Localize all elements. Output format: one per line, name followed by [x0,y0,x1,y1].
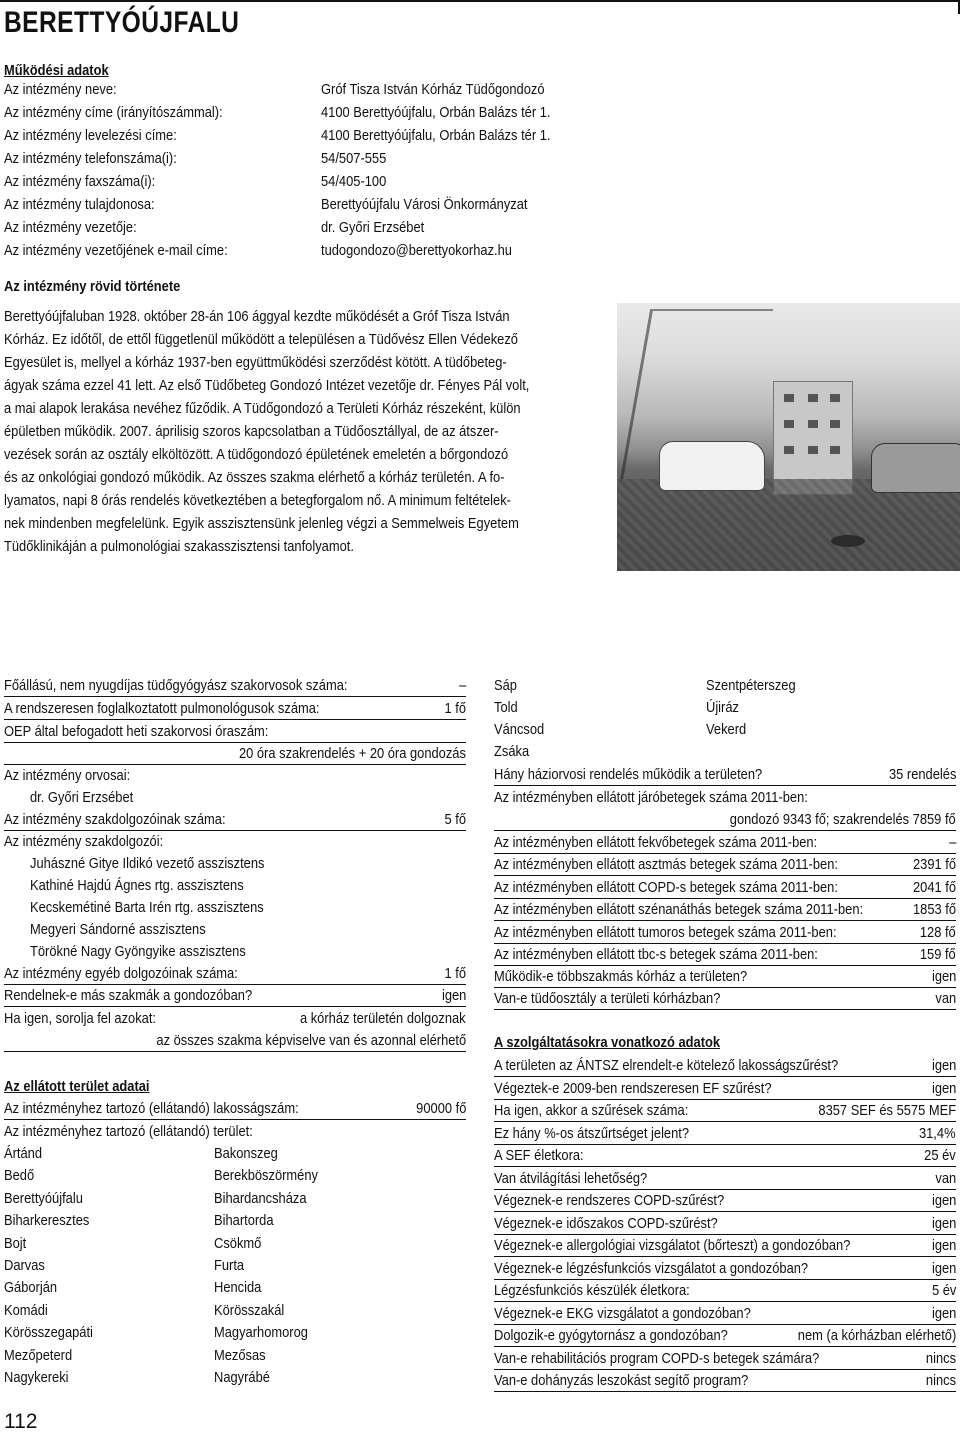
info-value: 4100 Berettyóújfalu, Orbán Balázs tér 1. [321,104,551,121]
stat-value: 1853 fő [912,901,956,918]
town-name: Vekerd [706,721,747,738]
town-name: Berekböszörmény [214,1167,318,1185]
history-line: és az onkológiai gondozó működik. Az összes szakma elérhető a kórház területén. A fo- [4,469,505,486]
town-name: Berettyóújfalu [4,1189,83,1207]
staff-label: Rendelnek-e más szakmák a gondozóban? [4,987,253,1004]
row-underline [494,1099,956,1100]
stat-value: 35 rendelés [888,766,956,783]
stat-label: Az intézményben ellátott fekvőbetegek száma 2011-ben: [494,834,818,851]
info-label: Az intézmény levelezési címe: [4,127,177,144]
row-underline [4,742,466,743]
row-underline [494,1189,956,1190]
row-underline [494,875,956,876]
town-name: Nagyrábé [214,1369,270,1386]
info-label: Az intézmény telefonszáma(i): [4,150,177,167]
row-underline [494,898,956,899]
stat-label: Az intézményben ellátott asztmás betegek száma 2011-ben: [494,856,838,873]
town-name: Furta [214,1257,245,1274]
row-underline [494,1234,956,1235]
stat-label: Az intézményben ellátott tbc-s betegek száma 2011-ben: [494,946,818,963]
staff-label: Ha igen, sorolja fel azokat: [4,1010,157,1027]
staff-label: Törökné Nagy Gyöngyike asszisztens [30,943,246,960]
stat-label: Van-e tüdőosztály a területi kórházban? [494,990,721,1007]
stat-value: – [948,834,956,851]
history-text [4,305,530,558]
service-value: igen [931,1192,956,1209]
row-underline [4,764,466,765]
page-title: BERETTYÓÚJFALU [4,6,240,39]
staff-value: 20 óra szakrendelés + 20 óra gondozás [239,745,466,762]
info-label: Az intézmény tulajdonosa: [4,196,155,213]
stat-label: Az intézményben ellátott COPD-s betegek száma 2011-ben: [494,879,838,896]
town-name: Biharkeresztes [4,1212,90,1230]
staff-label: OEP által befogadott heti szakorvosi óraszám: [4,723,269,740]
town-name: Told [494,699,518,716]
service-label: A SEF életkora: [494,1147,584,1164]
stat-value: gondozó 9343 fő; szakrendelés 7859 fő [730,811,956,828]
row-underline [494,785,956,786]
town-name: Körösszakál [214,1301,285,1319]
row-underline [494,1166,956,1167]
row-underline [494,1009,956,1010]
service-value: igen [931,1057,956,1074]
row-underline [494,853,956,854]
staff-label: Az intézmény egyéb dolgozóinak száma: [4,965,238,982]
stat-value: igen [931,968,956,985]
row-underline [494,1369,956,1370]
area-label: Az intézményhez tartozó (ellátandó) terület: [4,1123,253,1140]
info-value: tudogondozo@berettyokorhaz.hu [321,242,512,259]
town-name: Újiráz [706,699,739,716]
town-name: Körösszegapáti [4,1324,93,1342]
staff-value: 1 fő [444,965,466,982]
info-value: dr. Győri Erzsébet [321,219,425,236]
row-underline [494,1076,956,1077]
row-underline [4,696,466,697]
service-value: 25 év [924,1147,956,1164]
town-name: Csökmő [214,1234,262,1252]
staff-value: igen [441,987,466,1004]
staff-label: Az intézmény orvosai: [4,767,131,784]
service-value: 31,4% [919,1124,956,1142]
stat-value: 2041 fő [912,879,956,896]
info-heading: Működési adatok [4,62,109,79]
staff-label: Kathiné Hajdú Ágnes rtg. asszisztens [30,877,244,894]
row-underline [494,943,956,944]
building-photo [617,303,960,571]
row-underline [4,1119,466,1120]
row-underline [494,1121,956,1122]
info-value: Gróf Tisza István Kórház Tüdőgondozó [321,81,545,98]
row-underline [494,1324,956,1325]
town-name: Bedő [4,1167,35,1185]
staff-value: a kórház területén dolgoznak [300,1010,466,1027]
row-underline [494,1301,956,1302]
stat-value: 2391 fő [912,856,956,873]
service-label: Van-e dohányzás leszokást segítő program? [494,1372,749,1389]
service-value: igen [931,1237,956,1254]
info-value: 54/405-100 [321,173,387,190]
row-underline [4,1051,466,1052]
row-underline [494,830,956,831]
service-value: nincs [925,1372,956,1389]
history-line: Berettyóújfaluban 1928. október 28-án 106 ággyal kezdte működését a Gróf Tisza István [4,308,510,325]
row-underline [4,830,466,831]
town-name: Bakonszeg [214,1145,278,1162]
row-underline [494,1391,956,1392]
info-label: Az intézmény faxszáma(i): [4,173,156,190]
staff-label: dr. Győri Erzsébet [30,789,134,806]
service-value: nem (a kórházban elérhető) [797,1327,956,1344]
row-underline [4,984,466,985]
row-underline [494,1346,956,1347]
row-underline [4,1006,466,1007]
staff-value: 1 fő [444,700,466,717]
info-label: Az intézmény vezetője: [4,219,137,236]
info-value: 54/507-555 [321,150,387,167]
history-line: Egyesület is, mellyel a kórház 1937-ben együttműködési szerződést kötött. A tüdőbeteg- [4,354,507,371]
service-label: Végeznek-e időszakos COPD-szűrést? [494,1214,718,1232]
staff-value: az összes szakma képviselve van és azonnal elérhető [156,1032,466,1049]
service-label: Dolgozik-e gyógytornász a gondozóban? [494,1327,728,1344]
service-label: Van átvilágítási lehetőség? [494,1169,648,1187]
history-heading: Az intézmény rövid története [4,278,181,295]
info-label: Az intézmény címe (irányítószámmal): [4,104,223,121]
service-label: Légzésfunkciós készülék életkora: [494,1282,690,1299]
row-underline [494,987,956,988]
service-value: igen [931,1304,956,1322]
service-value: nincs [925,1349,956,1367]
stat-label: Működik-e többszakmás kórház a területen? [494,968,748,985]
town-name: Bihartorda [214,1212,274,1230]
town-name: Hencida [214,1279,262,1297]
row-underline [494,1279,956,1280]
town-name: Darvas [4,1257,45,1274]
town-name: Sáp [494,677,517,694]
history-line: vezések során az osztály elköltözött. A tüdőgondozó épületének emeletén a bőrgondozó [4,446,509,463]
row-underline [494,1211,956,1212]
town-name: Magyarhomorog [214,1324,308,1342]
info-label: Az intézmény vezetőjének e-mail címe: [4,242,228,259]
service-value: igen [931,1214,956,1232]
service-label: Végeztek-e 2009-ben rendszeresen EF szűrést? [494,1079,772,1097]
staff-label: Kecskemétiné Barta Irén rtg. asszisztens [30,899,264,916]
stat-value: van [935,990,956,1007]
service-value: igen [931,1259,956,1277]
staff-value: – [458,677,466,694]
town-name: Váncsod [494,721,545,738]
info-value: Berettyóújfalu Városi Önkormányzat [321,196,528,213]
town-name: Komádi [4,1301,48,1319]
staff-label: Megyeri Sándorné asszisztens [30,921,206,938]
service-label: Végeznek-e allergológiai vizsgálatot (bőrteszt) a gondozóban? [494,1237,851,1254]
staff-label: Főállású, nem nyugdíjas tüdőgyógyász szakorvosok száma: [4,677,348,694]
town-name: Bihardancsháza [214,1189,307,1207]
service-label: Végeznek-e rendszeres COPD-szűrést? [494,1192,725,1209]
service-label: Végeznek-e légzésfunkciós vizsgálatot a gondozóban? [494,1259,809,1277]
stat-value: 128 fő [920,924,956,941]
history-line: a mai alapok lerakása nevéhez fűződik. A Tüdőgondozó a Területi Kórház részeként, külön [4,400,521,417]
population-label: Az intézményhez tartozó (ellátandó) lakosságszám: [4,1100,299,1117]
staff-value: 5 fő [444,811,466,828]
stat-label: Az intézményben ellátott tumoros betegek száma 2011-ben: [494,924,837,941]
service-label: Ha igen, akkor a szűrések száma: [494,1102,689,1119]
row-underline [4,719,466,720]
row-underline [494,965,956,966]
row-underline [494,1256,956,1257]
stat-value: 159 fő [920,946,956,963]
town-name: Mezőpeterd [4,1346,73,1364]
service-value: igen [931,1079,956,1097]
history-line: Tüdőklinikáján a pulmonológiai szakasszisztensi tanfolyamot. [4,538,354,555]
history-line: ágyak száma ezzel 41 lett. Az első Tüdőbeteg Gondozó Intézet vezetője dr. Fényes Pál volt, [4,377,530,394]
service-label: Van-e rehabilitációs program COPD-s betegek számára? [494,1349,820,1367]
staff-label: Az intézmény szakdolgozóinak száma: [4,811,226,828]
town-name: Szentpéterszeg [706,677,796,694]
stat-label: Az intézményben ellátott járóbetegek száma 2011-ben: [494,789,808,806]
row-underline [494,1144,956,1145]
town-name: Ártánd [4,1145,43,1162]
town-name: Zsáka [494,743,530,760]
info-value: 4100 Berettyóújfalu, Orbán Balázs tér 1. [321,127,551,144]
staff-label: Az intézmény szakdolgozói: [4,833,164,850]
town-name: Nagykereki [4,1369,69,1386]
history-line: épületben működik. 2007. áprilisig szoros kapcsolatban a Tüdőosztállyal, de az átszer- [4,423,499,440]
info-label: Az intézmény neve: [4,81,117,98]
service-value: 8357 SEF és 5575 MEF [818,1102,956,1119]
history-line: Kórház. Ez időtől, de ettől függetlenül működött a településen a Tüdővész Ellen Védekező [4,331,518,348]
service-label: A területen az ÁNTSZ elrendelt-e kötelező lakosságszűrést? [494,1057,839,1074]
row-underline [494,920,956,921]
population-value: 90000 fő [415,1100,466,1117]
town-name: Gáborján [4,1279,58,1297]
history-line: lyamatos, napi 8 órás rendelés következtében a betegforgalom nő. A minimum feltételek- [4,492,511,509]
service-value: 5 év [931,1282,956,1299]
town-name: Mezősas [214,1346,266,1364]
town-name: Bojt [4,1234,27,1252]
area-heading: Az ellátott terület adatai [4,1078,150,1095]
page-number: 112 [4,1410,38,1433]
service-label: Ez hány %-os átszűrtséget jelent? [494,1124,690,1142]
service-value: van [935,1169,956,1187]
history-line: nek mindenben megfelelünk. Egyik asszisztensünk jelenleg végzi a Semmelweis Egyetem [4,515,519,532]
staff-label: A rendszeresen foglalkoztatott pulmonológusok száma: [4,700,320,717]
staff-label: Juhászné Gitye Ildikó vezető asszisztens [30,855,265,872]
service-label: Végeznek-e EKG vizsgálatot a gondozóban? [494,1304,751,1322]
stat-label: Az intézményben ellátott szénanáthás betegek száma 2011-ben: [494,901,864,918]
services-heading: A szolgáltatásokra vonatkozó adatok [494,1034,721,1051]
stat-label: Hány háziorvosi rendelés működik a területen? [494,766,763,783]
